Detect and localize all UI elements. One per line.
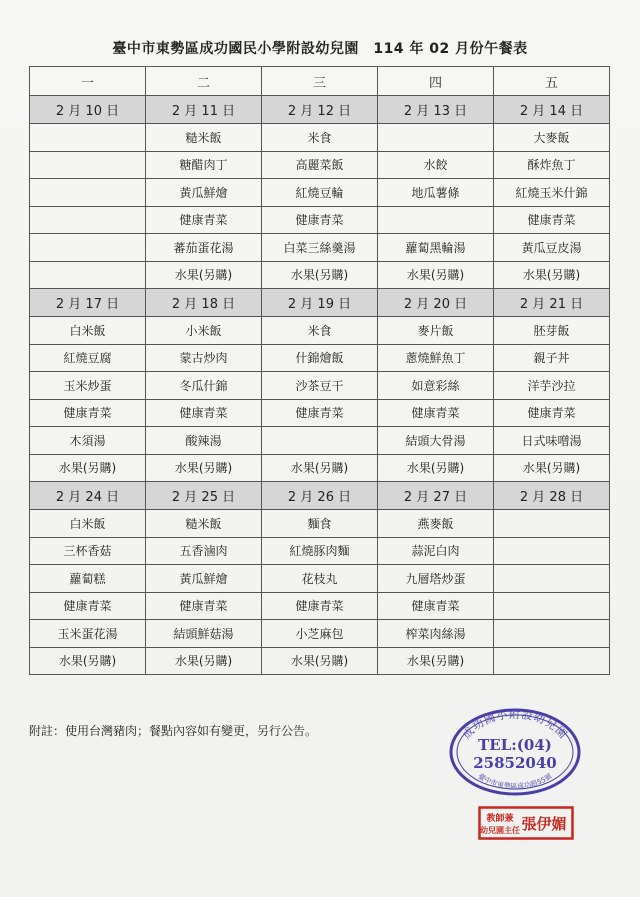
menu-item-cell: 水果(另購) (262, 261, 378, 289)
menu-item-cell: 玉米蛋花湯 (30, 620, 146, 648)
menu-item-row (30, 537, 610, 565)
menu-item-cell (494, 592, 610, 620)
weekday-header: 五 (494, 67, 610, 96)
director-seal (478, 806, 574, 840)
menu-item-cell: 小米飯 (146, 317, 262, 345)
menu-item-row (30, 124, 610, 152)
kindergarten-stamp (447, 706, 583, 798)
menu-item-cell: 地瓜薯條 (378, 179, 494, 207)
menu-item-cell: 水果(另購) (494, 454, 610, 482)
menu-item-cell: 什錦燴飯 (262, 344, 378, 372)
date-cell: 2 月 11 日 (146, 96, 262, 124)
menu-item-row (30, 565, 610, 593)
menu-item-cell: 冬瓜什錦 (146, 372, 262, 400)
menu-item-cell: 健康青菜 (494, 399, 610, 427)
menu-item-cell: 米食 (262, 317, 378, 345)
date-cell: 2 月 19 日 (262, 289, 378, 317)
menu-item-row (30, 592, 610, 620)
menu-item-cell: 糙米飯 (146, 510, 262, 538)
menu-item-cell (262, 427, 378, 455)
menu-item-row (30, 510, 610, 538)
footnote: 附註：使用台灣豬肉；餐點內容如有變更，另行公告。 (29, 724, 318, 738)
menu-item-row (30, 647, 610, 675)
date-cell: 2 月 10 日 (30, 96, 146, 124)
menu-item-cell: 健康青菜 (146, 399, 262, 427)
date-row (30, 289, 610, 317)
menu-item-cell: 健康青菜 (30, 399, 146, 427)
stamp-address-text: 臺中市東勢區成功路55號 (476, 772, 554, 791)
menu-item-row (30, 372, 610, 400)
menu-item-cell: 酥炸魚丁 (494, 151, 610, 179)
menu-item-row (30, 206, 610, 234)
page-title: 臺中市東勢區成功國民小學附設幼兒園 114 年 02 月份午餐表 (112, 41, 528, 57)
date-cell: 2 月 20 日 (378, 289, 494, 317)
menu-item-cell: 洋芋沙拉 (494, 372, 610, 400)
date-row (30, 482, 610, 510)
menu-item-cell: 結頭鮮菇湯 (146, 620, 262, 648)
menu-item-cell (30, 206, 146, 234)
menu-item-cell: 木須湯 (30, 427, 146, 455)
menu-item-cell: 水果(另購) (378, 261, 494, 289)
menu-item-cell: 健康青菜 (262, 206, 378, 234)
menu-item-cell: 健康青菜 (146, 206, 262, 234)
menu-item-cell: 白米飯 (30, 317, 146, 345)
menu-item-cell: 黃瓜鮮燴 (146, 565, 262, 593)
menu-item-cell: 酸辣湯 (146, 427, 262, 455)
menu-item-cell: 蘿蔔黑輪湯 (378, 234, 494, 262)
menu-item-cell: 健康青菜 (30, 592, 146, 620)
menu-item-cell: 紅燒豆輪 (262, 179, 378, 207)
date-cell: 2 月 18 日 (146, 289, 262, 317)
menu-item-cell: 水果(另購) (146, 261, 262, 289)
menu-item-cell: 水果(另購) (146, 454, 262, 482)
menu-item-cell: 榨菜肉絲湯 (378, 620, 494, 648)
menu-item-cell: 日式味噌湯 (494, 427, 610, 455)
date-cell: 2 月 27 日 (378, 482, 494, 510)
menu-item-cell: 白米飯 (30, 510, 146, 538)
menu-item-cell: 紅燒豚肉麵 (262, 537, 378, 565)
menu-item-cell: 玉米炒蛋 (30, 372, 146, 400)
stamp-tel-number: 25852040 (473, 754, 557, 772)
menu-item-cell (30, 261, 146, 289)
menu-item-cell: 麥片飯 (378, 317, 494, 345)
menu-item-cell: 蔥燒鮮魚丁 (378, 344, 494, 372)
seal-title-line2: 幼兒園主任 (480, 826, 520, 835)
date-cell: 2 月 24 日 (30, 482, 146, 510)
weekday-header: 一 (30, 67, 146, 96)
menu-item-cell: 如意彩絲 (378, 372, 494, 400)
menu-item-cell: 三杯香菇 (30, 537, 146, 565)
menu-item-cell: 水餃 (378, 151, 494, 179)
menu-item-cell: 水果(另購) (378, 454, 494, 482)
menu-item-cell: 結頭大骨湯 (378, 427, 494, 455)
menu-item-cell: 白菜三絲羹湯 (262, 234, 378, 262)
menu-item-cell: 糖醋肉丁 (146, 151, 262, 179)
menu-item-cell: 親子丼 (494, 344, 610, 372)
menu-item-cell: 黃瓜鮮燴 (146, 179, 262, 207)
date-cell: 2 月 28 日 (494, 482, 610, 510)
menu-item-cell: 紅燒豆腐 (30, 344, 146, 372)
menu-item-cell: 黃瓜豆皮湯 (494, 234, 610, 262)
menu-item-cell: 蕃茄蛋花湯 (146, 234, 262, 262)
menu-item-cell (30, 234, 146, 262)
svg-text:臺中市東勢區成功路55號 (477, 771, 554, 790)
date-row (30, 96, 610, 124)
menu-item-row (30, 344, 610, 372)
date-cell: 2 月 17 日 (30, 289, 146, 317)
menu-item-cell: 水果(另購) (30, 454, 146, 482)
date-cell: 2 月 26 日 (262, 482, 378, 510)
menu-item-cell (378, 206, 494, 234)
menu-item-row (30, 234, 610, 262)
menu-item-cell: 蒙古炒肉 (146, 344, 262, 372)
weekday-header-row (30, 67, 610, 96)
menu-item-cell (30, 151, 146, 179)
menu-item-cell: 花枝丸 (262, 565, 378, 593)
menu-item-row (30, 620, 610, 648)
menu-item-cell: 高麗菜飯 (262, 151, 378, 179)
seal-name: 張伊媚 (521, 815, 567, 833)
date-cell: 2 月 13 日 (378, 96, 494, 124)
date-cell: 2 月 12 日 (262, 96, 378, 124)
menu-item-cell: 健康青菜 (378, 399, 494, 427)
weekday-header: 四 (378, 67, 494, 96)
menu-item-cell: 五香滷肉 (146, 537, 262, 565)
menu-item-cell: 糙米飯 (146, 124, 262, 152)
menu-item-cell (378, 124, 494, 152)
menu-item-row (30, 427, 610, 455)
menu-item-cell: 九層塔炒蛋 (378, 565, 494, 593)
menu-item-cell: 小芝麻包 (262, 620, 378, 648)
menu-item-cell: 燕麥飯 (378, 510, 494, 538)
menu-item-cell (494, 537, 610, 565)
menu-item-cell: 米食 (262, 124, 378, 152)
menu-item-cell: 水果(另購) (146, 647, 262, 675)
menu-item-cell: 蘿蔔糕 (30, 565, 146, 593)
menu-item-cell (494, 510, 610, 538)
menu-item-cell: 水果(另購) (262, 647, 378, 675)
menu-item-cell (494, 647, 610, 675)
menu-item-cell: 水果(另購) (262, 454, 378, 482)
menu-item-row (30, 179, 610, 207)
menu-item-cell: 紅燒玉米什錦 (494, 179, 610, 207)
menu-item-cell: 水果(另購) (30, 647, 146, 675)
menu-item-cell (30, 124, 146, 152)
date-cell: 2 月 25 日 (146, 482, 262, 510)
weekday-header: 三 (262, 67, 378, 96)
date-cell: 2 月 14 日 (494, 96, 610, 124)
menu-item-row (30, 317, 610, 345)
menu-item-cell: 健康青菜 (494, 206, 610, 234)
menu-item-cell (30, 179, 146, 207)
menu-item-cell (494, 565, 610, 593)
stamp-name-text: 成功國小附設幼兒園 (460, 708, 570, 742)
lunch-menu-table (29, 66, 610, 675)
menu-item-row (30, 261, 610, 289)
menu-item-cell: 健康青菜 (146, 592, 262, 620)
menu-item-cell: 水果(另購) (378, 647, 494, 675)
menu-item-cell: 沙茶豆干 (262, 372, 378, 400)
menu-item-cell: 麵食 (262, 510, 378, 538)
menu-item-cell: 大麥飯 (494, 124, 610, 152)
menu-item-cell: 健康青菜 (378, 592, 494, 620)
menu-item-cell: 健康青菜 (262, 592, 378, 620)
menu-item-row (30, 151, 610, 179)
menu-item-cell: 蒜泥白肉 (378, 537, 494, 565)
menu-item-row (30, 399, 610, 427)
stamp-tel-label: TEL:(04) (478, 736, 552, 754)
date-cell: 2 月 21 日 (494, 289, 610, 317)
menu-item-cell: 胚芽飯 (494, 317, 610, 345)
menu-item-cell (494, 620, 610, 648)
seal-title-line1: 教師兼 (486, 814, 514, 824)
menu-item-cell: 水果(另購) (494, 261, 610, 289)
weekday-header: 二 (146, 67, 262, 96)
menu-item-row (30, 454, 610, 482)
menu-item-cell: 健康青菜 (262, 399, 378, 427)
